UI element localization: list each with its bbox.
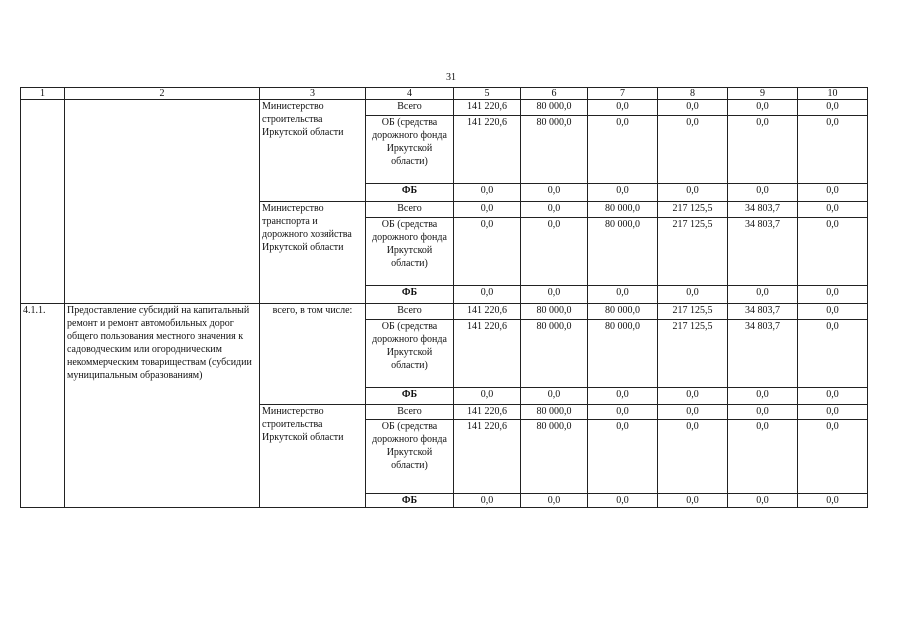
- value-cell: 80 000,0: [521, 304, 588, 320]
- value-cell: 0,0: [728, 388, 798, 405]
- header-cell: 8: [658, 88, 728, 100]
- value-cell: 80 000,0: [521, 116, 588, 184]
- value-cell: 0,0: [521, 202, 588, 218]
- value-cell: 0,0: [658, 116, 728, 184]
- value-cell: 0,0: [798, 218, 868, 286]
- value-cell: 217 125,5: [658, 202, 728, 218]
- value-cell: 0,0: [454, 286, 521, 304]
- value-cell: 0,0: [521, 218, 588, 286]
- value-cell: 0,0: [521, 388, 588, 405]
- value-cell: 0,0: [588, 116, 658, 184]
- value-cell: 0,0: [521, 184, 588, 202]
- value-cell: 0,0: [588, 405, 658, 420]
- header-cell: 9: [728, 88, 798, 100]
- value-cell: 80 000,0: [588, 202, 658, 218]
- row-label: Всего: [366, 202, 454, 218]
- value-cell: 0,0: [658, 100, 728, 116]
- value-cell: 34 803,7: [728, 202, 798, 218]
- value-cell: 141 220,6: [454, 420, 521, 494]
- value-cell: 217 125,5: [658, 218, 728, 286]
- value-cell: 0,0: [728, 116, 798, 184]
- value-cell: 0,0: [658, 184, 728, 202]
- header-row: [21, 88, 868, 100]
- value-cell: 80 000,0: [521, 100, 588, 116]
- value-cell: 0,0: [728, 100, 798, 116]
- value-cell: 0,0: [728, 405, 798, 420]
- value-cell: 0,0: [798, 100, 868, 116]
- value-cell: 0,0: [798, 420, 868, 494]
- value-cell: 217 125,5: [658, 320, 728, 388]
- value-cell: 0,0: [728, 494, 798, 508]
- value-cell: 0,0: [588, 420, 658, 494]
- value-cell: 0,0: [798, 320, 868, 388]
- row-label: ОБ (средства дорожного фонда Иркутской области): [366, 218, 454, 286]
- value-cell: 0,0: [454, 494, 521, 508]
- value-cell: 0,0: [658, 405, 728, 420]
- value-cell: 0,0: [798, 286, 868, 304]
- ministry-cell: Министерство транспорта и дорожного хозяйства Иркутской области: [260, 202, 366, 304]
- value-cell: 0,0: [521, 494, 588, 508]
- value-cell: 80 000,0: [521, 420, 588, 494]
- value-cell: 80 000,0: [588, 320, 658, 388]
- value-cell: 0,0: [521, 286, 588, 304]
- row-label: ОБ (средства дорожного фонда Иркутской области): [366, 116, 454, 184]
- value-cell: 80 000,0: [588, 218, 658, 286]
- value-cell: 0,0: [588, 286, 658, 304]
- value-cell: 0,0: [454, 388, 521, 405]
- value-cell: 0,0: [798, 116, 868, 184]
- value-cell: 0,0: [588, 494, 658, 508]
- row-label: ОБ (средства дорожного фонда Иркутской области): [366, 320, 454, 388]
- item-title: Предоставление субсидий на капитальный ремонт и ремонт автомобильных дорог общего пользования местного значения к садоводческим или огородническим некоммерческим товариществам (субсидии муниципальным образованиям): [65, 304, 260, 508]
- value-cell: 0,0: [798, 184, 868, 202]
- row-label: Всего: [366, 100, 454, 116]
- row-label: Всего: [366, 304, 454, 320]
- header-cell: 1: [21, 88, 65, 100]
- value-cell: 141 220,6: [454, 320, 521, 388]
- value-cell: 80 000,0: [521, 405, 588, 420]
- item-code: 4.1.1.: [21, 304, 65, 508]
- budget-table: [20, 87, 868, 508]
- value-cell: 34 803,7: [728, 304, 798, 320]
- value-cell: 34 803,7: [728, 320, 798, 388]
- total-label: всего, в том числе:: [260, 304, 366, 405]
- value-cell: 141 220,6: [454, 405, 521, 420]
- ministry-cell: Министерство строительства Иркутской области: [260, 100, 366, 202]
- value-cell: 0,0: [658, 388, 728, 405]
- value-cell: 80 000,0: [521, 320, 588, 388]
- header-cell: 10: [798, 88, 868, 100]
- header-cell: 2: [65, 88, 260, 100]
- empty-cell: [65, 100, 260, 304]
- value-cell: 0,0: [798, 304, 868, 320]
- value-cell: 0,0: [588, 388, 658, 405]
- value-cell: 0,0: [588, 100, 658, 116]
- value-cell: 0,0: [658, 494, 728, 508]
- header-cell: 3: [260, 88, 366, 100]
- header-cell: 4: [366, 88, 454, 100]
- row-label: ФБ: [366, 494, 454, 508]
- row-label: ФБ: [366, 388, 454, 405]
- value-cell: 141 220,6: [454, 304, 521, 320]
- value-cell: 0,0: [798, 405, 868, 420]
- value-cell: 141 220,6: [454, 116, 521, 184]
- value-cell: 34 803,7: [728, 218, 798, 286]
- table-row: [21, 304, 868, 320]
- value-cell: 141 220,6: [454, 100, 521, 116]
- value-cell: 0,0: [588, 184, 658, 202]
- value-cell: 0,0: [454, 218, 521, 286]
- value-cell: 217 125,5: [658, 304, 728, 320]
- value-cell: 0,0: [798, 202, 868, 218]
- value-cell: 0,0: [798, 494, 868, 508]
- row-label: ОБ (средства дорожного фонда Иркутской области): [366, 420, 454, 494]
- value-cell: 80 000,0: [588, 304, 658, 320]
- value-cell: 0,0: [728, 286, 798, 304]
- header-cell: 6: [521, 88, 588, 100]
- row-label: ФБ: [366, 184, 454, 202]
- value-cell: 0,0: [454, 202, 521, 218]
- header-cell: 5: [454, 88, 521, 100]
- header-cell: 7: [588, 88, 658, 100]
- row-label: Всего: [366, 405, 454, 420]
- value-cell: 0,0: [658, 420, 728, 494]
- ministry-cell: Министерство строительства Иркутской области: [260, 405, 366, 508]
- value-cell: 0,0: [728, 420, 798, 494]
- empty-cell: [21, 100, 65, 304]
- page-number: 31: [446, 72, 456, 83]
- row-label: ФБ: [366, 286, 454, 304]
- value-cell: 0,0: [454, 184, 521, 202]
- value-cell: 0,0: [798, 388, 868, 405]
- value-cell: 0,0: [728, 184, 798, 202]
- table-row: [21, 100, 868, 116]
- value-cell: 0,0: [658, 286, 728, 304]
